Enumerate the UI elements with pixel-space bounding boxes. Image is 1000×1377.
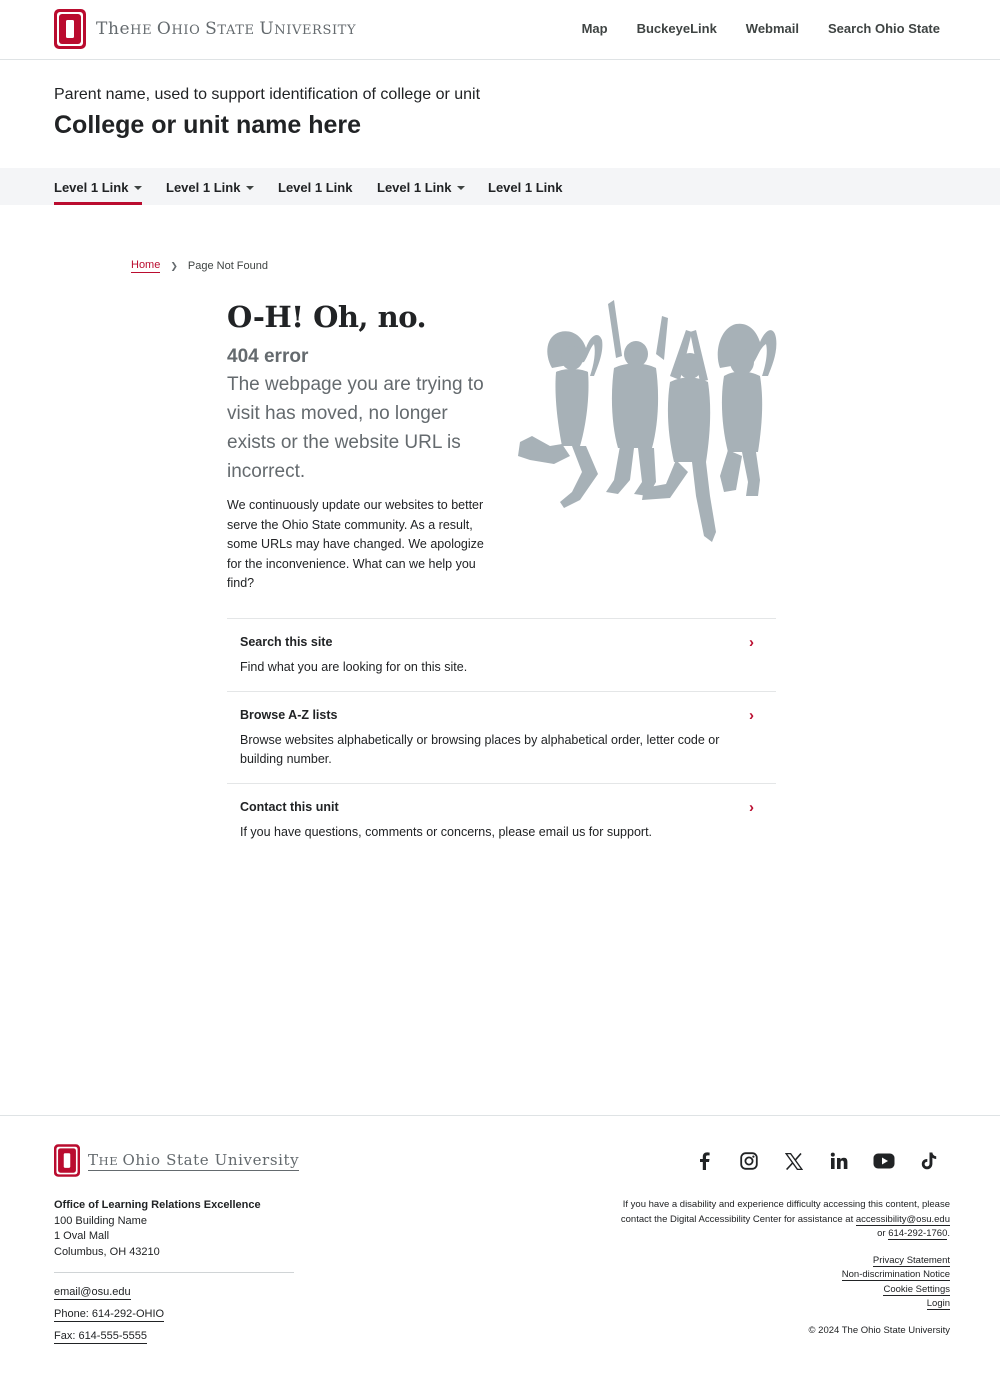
chevron-right-icon: ❯	[170, 260, 178, 271]
error-headline: O-H! Oh, no.	[227, 300, 427, 334]
jumper-silhouette-1	[518, 331, 602, 508]
osu-logo[interactable]	[54, 9, 356, 49]
block-o-icon	[54, 1144, 80, 1177]
help-link-contact[interactable]	[227, 784, 776, 856]
caret-down-icon	[457, 186, 465, 190]
help-link-description: If you have questions, comments or concerns, please email us for support.	[240, 825, 653, 839]
nav-item-4[interactable]: Level 1 Link	[377, 168, 465, 205]
footer	[0, 1115, 1000, 1377]
accessibility-text: If you have a disability and experience difficulty accessing this content, please contact the Digital Accessibility Center for assistance at	[620, 1199, 950, 1225]
footer-phone-link[interactable]: Phone: 614-292-OHIO	[54, 1308, 165, 1320]
utility-link-search[interactable]: Search Ohio State	[828, 21, 940, 36]
breadcrumb-home[interactable]: Home	[131, 259, 161, 271]
accessibility-email-link[interactable]: accessibility@osu.edu	[855, 1213, 950, 1225]
help-link-title: Contact this unit	[240, 800, 339, 814]
non-discrimination-link[interactable]: Non-discrimination Notice	[841, 1269, 950, 1281]
utility-link-buckeyelink[interactable]: BuckeyeLink	[636, 21, 717, 36]
x-icon[interactable]	[783, 1150, 805, 1172]
jumper-silhouette-4	[718, 324, 777, 496]
copyright: © 2024 The Ohio State University	[808, 1325, 950, 1336]
breadcrumb	[131, 259, 268, 273]
accessibility-statement: If you have a disability and experience difficulty accessing this content, please contact the Digital Accessibility Center for assistance at accessibility@osu.edu or 614-292-1760.	[620, 1199, 950, 1239]
legal-links	[842, 1254, 950, 1312]
chevron-right-icon: ›	[749, 707, 754, 724]
error-code: 404 error	[227, 346, 309, 367]
tiktok-icon[interactable]	[918, 1150, 940, 1172]
jumper-silhouette-2	[606, 300, 668, 496]
help-link-description: Find what you are looking for on this site.	[240, 660, 468, 674]
footer-address	[54, 1198, 261, 1260]
youtube-icon[interactable]	[873, 1150, 895, 1172]
address-line: 1 Oval Mall	[54, 1230, 110, 1242]
help-link-search[interactable]	[227, 619, 776, 692]
privacy-statement-link[interactable]: Privacy Statement	[872, 1255, 950, 1266]
error-body: We continuously update our websites to better serve the Ohio State community. As a result, some URLs may have changed. We apologize for the inconvenience. What can we help you find?	[227, 498, 484, 590]
chevron-right-icon: ›	[749, 634, 754, 651]
chevron-right-icon: ›	[749, 799, 754, 816]
instagram-icon[interactable]	[738, 1150, 760, 1172]
utility-nav	[582, 21, 940, 36]
nav-item-2[interactable]: Level 1 Link	[166, 168, 254, 205]
help-link-az[interactable]	[227, 692, 776, 784]
footer-divider	[54, 1272, 294, 1273]
parent-name: Parent name, used to support identification of college or unit	[54, 86, 481, 103]
breadcrumb-current: Page Not Found	[187, 260, 269, 272]
facebook-icon[interactable]	[693, 1150, 715, 1172]
footer-fax-link[interactable]: Fax: 614-555-5555	[54, 1330, 147, 1342]
help-link-title: Browse A-Z lists	[240, 708, 338, 722]
utility-link-map[interactable]: Map	[581, 21, 608, 36]
logo-wordmark: THE Ohio State University	[88, 1150, 300, 1169]
footer-email-link[interactable]: email@osu.edu	[54, 1286, 131, 1298]
logo-wordmark: TheHE OHIO STATE UNIVERSITY	[96, 19, 357, 39]
footer-contact	[54, 1286, 164, 1352]
site-title	[54, 86, 480, 140]
accessibility-phone-link[interactable]: 614-292-1760	[888, 1228, 948, 1239]
utility-link-webmail[interactable]: Webmail	[745, 21, 800, 36]
block-o-icon	[54, 9, 86, 49]
unit-name[interactable]: College or unit name here	[54, 111, 362, 139]
cookie-settings-link[interactable]: Cookie Settings	[883, 1283, 950, 1295]
jumping-students-illustration	[510, 296, 780, 546]
caret-down-icon	[246, 186, 254, 190]
nav-item-1[interactable]: Level 1 Link	[54, 168, 142, 205]
social-links	[693, 1150, 940, 1172]
error-lead: The webpage you are trying to visit has moved, no longer exists or the website URL is incorrect.	[227, 374, 484, 482]
login-link[interactable]: Login	[926, 1298, 950, 1310]
footer-osu-logo[interactable]	[54, 1144, 299, 1177]
help-links	[227, 618, 776, 856]
footer-org-name: Office of Learning Relations Excellence	[54, 1199, 261, 1211]
address-line: Columbus, OH 43210	[54, 1245, 160, 1258]
nav-item-5[interactable]: Level 1 Link	[488, 180, 563, 195]
caret-down-icon	[134, 186, 142, 190]
help-link-title: Search this site	[240, 635, 333, 649]
help-link-description: Browse websites alphabetically or browsing places by alphabetical order, letter code or building number.	[240, 733, 720, 766]
nav-item-3[interactable]: Level 1 Link	[278, 180, 353, 195]
linkedin-icon[interactable]	[828, 1150, 850, 1172]
address-line: 100 Building Name	[54, 1214, 147, 1227]
error-message	[227, 300, 489, 594]
top-bar	[0, 0, 1000, 60]
main-nav	[0, 168, 1000, 205]
